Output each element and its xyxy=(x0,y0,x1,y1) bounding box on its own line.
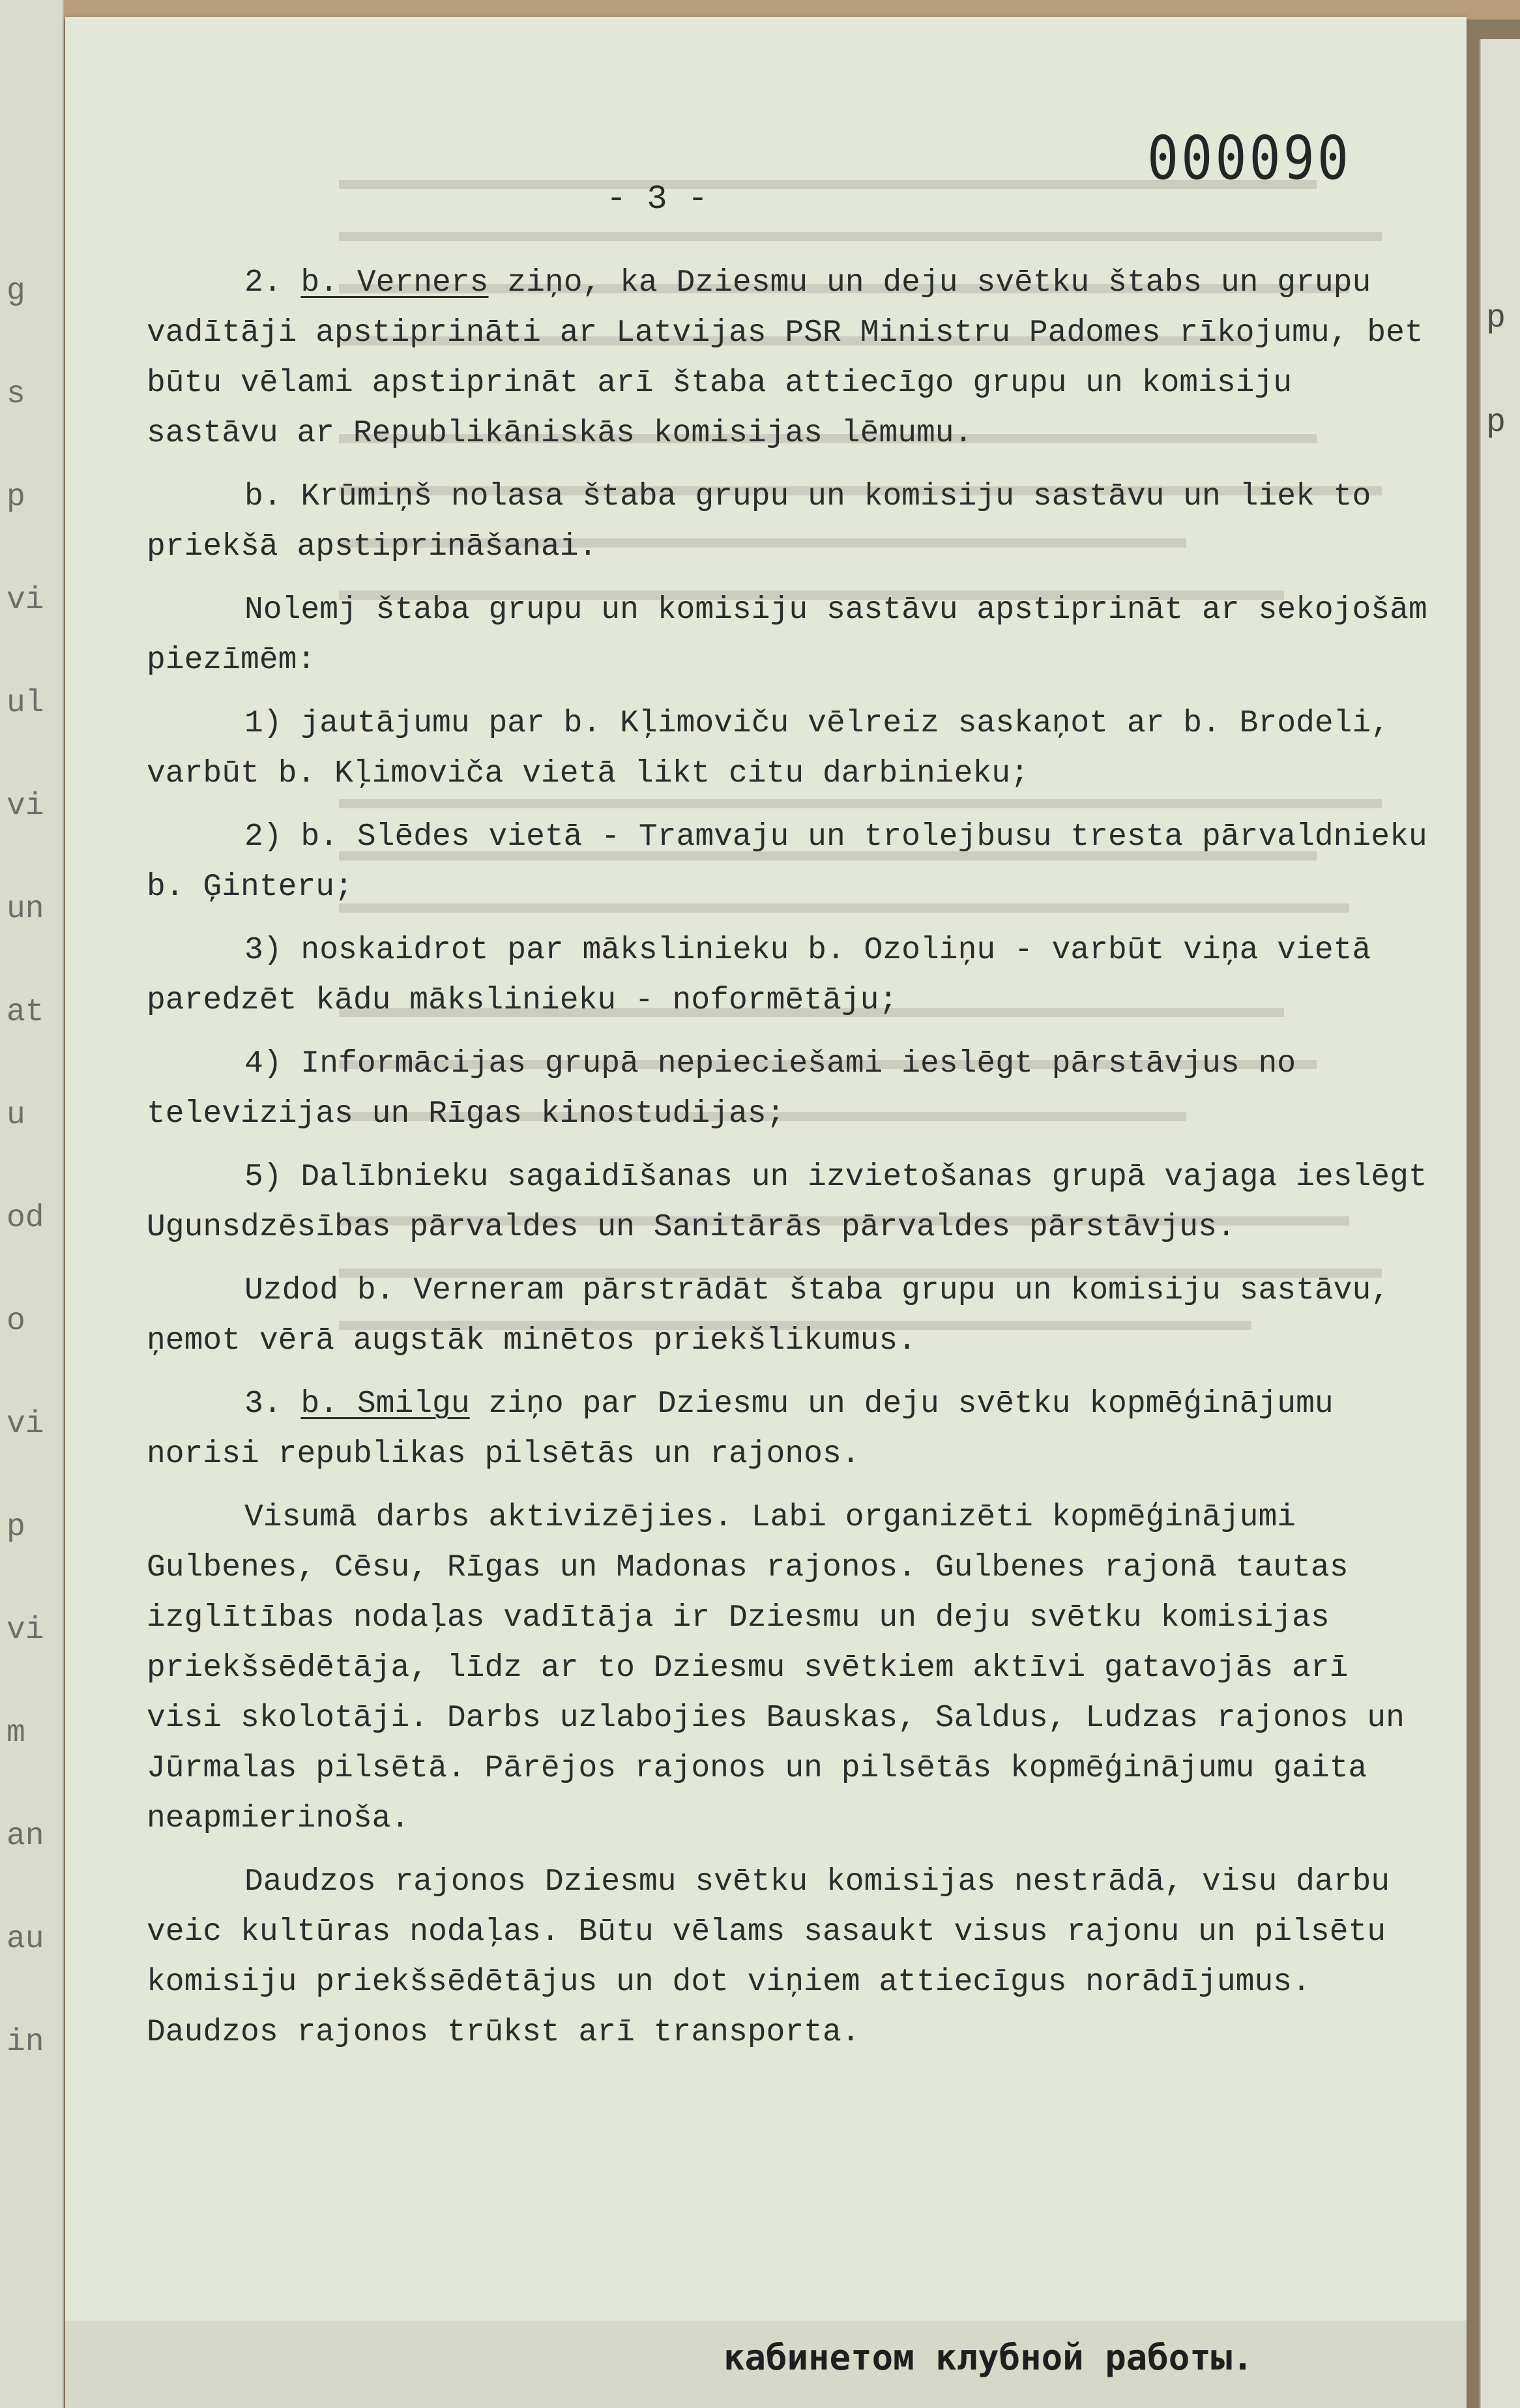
page-number: - 3 - xyxy=(606,180,709,218)
archive-number: 000090 xyxy=(1147,123,1351,193)
edge-text-fragment: vi xyxy=(7,789,44,824)
paragraph-decision: Nolemj štaba grupu un komisiju sastāvu apstiprināt ar sekojošām piezīmēm: xyxy=(147,593,1427,678)
edge-text-fragment: s xyxy=(7,377,25,412)
list-item: 3) noskaidrot par mākslinieku b. Ozoliņu - varbūt viņa vietā paredzēt kādu mākslinieku - noformētāju; xyxy=(147,933,1371,1018)
underlying-page-text: кабинетом клубной работы. xyxy=(723,2337,1253,2378)
edge-text-fragment: at xyxy=(7,995,44,1030)
paragraph-task: Uzdod b. Verneram pārstrādāt štaba grupu un komisiju sastāvu, ņemot vērā augstāk minētos priekšlikumus. xyxy=(147,1273,1390,1358)
document-body xyxy=(147,258,1431,2071)
edge-text-fragment: an xyxy=(7,1819,44,1854)
edge-text-fragment: ul xyxy=(7,686,44,721)
item-number: 3. xyxy=(244,1387,301,1422)
edge-text-fragment: p xyxy=(1486,300,1506,337)
speaker-name: b. Verners xyxy=(300,265,489,301)
edge-text-fragment: au xyxy=(7,1922,44,1957)
paragraph-commissions: Daudzos rajonos Dziesmu svētku komisijas nestrādā, visu darbu veic kultūras nodaļas. Būtu vēlams sasaukt visus rajonu un pilsētu komisiju priekšsēdētājus un dot viņiem attiecīgus norādījumus. Daudzos rajonos trūkst arī transporta. xyxy=(147,1864,1390,2050)
document-page xyxy=(65,17,1467,2408)
edge-text-fragment: p xyxy=(1486,404,1506,441)
edge-text-fragment: p xyxy=(7,480,25,515)
previous-page-edge xyxy=(0,0,64,2408)
paragraph-smilga xyxy=(147,1379,1431,1480)
list-item: 4) Informācijas grupā nepieciešami ieslēgt pārstāvjus no televizijas un Rīgas kinostudijas; xyxy=(147,1046,1296,1132)
edge-text-fragment: un xyxy=(7,892,44,927)
paragraph-progress: Visumā darbs aktivizējies. Labi organizēti kopmēģinājumi Gulbenes, Cēsu, Rīgas un Madonas rajonos. Gulbenes rajonā tautas izglītības nodaļas vadītāja ir Dziesmu un deju svētku komisijas priekšsēdētāja, līdz ar to Dziesmu svētkiem aktīvi gatavojās arī visi skolotāji. Darbs uzlabojies Bauskas, Saldus, Ludzas rajonos un Jūrmalas pilsētā. Pārējos rajonos un pilsētās kopmēģinājumu gaita neapmierinoša. xyxy=(147,1500,1405,1836)
edge-text-fragment: vi xyxy=(7,583,44,618)
edge-text-fragment: in xyxy=(7,2025,44,2060)
edge-text-fragment: m xyxy=(7,1716,25,1751)
edge-text-fragment: g xyxy=(7,274,25,309)
edge-text-fragment: p xyxy=(7,1510,25,1545)
list-item: 5) Dalībnieku sagaidīšanas un izvietošanas grupā vajaga ieslēgt Ugunsdzēsības pārvaldes un Sanitārās pārvaldes pārstāvjus. xyxy=(147,1160,1427,1245)
paragraph-krumins: b. Krūmiņš nolasa štaba grupu un komisiju sastāvu un liek to priekšā apstiprināšanai. xyxy=(147,479,1371,565)
next-page-edge xyxy=(1480,39,1520,2408)
paragraph-text: ziņo, ka Dziesmu un deju svētku štabs un grupu vadītāji apstiprināti ar Latvijas PSR Ministru Padomes rīkojumu, bet būtu vēlami apstiprināt arī štaba attiecīgo grupu un komisiju sastāvu ar Republikāniskās komisijas lēmumu. xyxy=(147,265,1424,451)
edge-text-fragment: od xyxy=(7,1201,44,1236)
list-item: 2) b. Slēdes vietā - Tramvaju un trolejbusu tresta pārvaldnieku b. Ģinteru; xyxy=(147,819,1427,905)
list-item: 1) jautājumu par b. Kļimoviču vēlreiz saskaņot ar b. Brodeli, varbūt b. Kļimoviča vietā likt citu darbinieku; xyxy=(147,706,1390,791)
edge-text-fragment: o xyxy=(7,1304,25,1339)
edge-text-fragment: vi xyxy=(7,1613,44,1648)
paragraph-verners xyxy=(147,258,1431,459)
edge-text-fragment: u xyxy=(7,1098,25,1133)
edge-text-fragment: vi xyxy=(7,1407,44,1442)
item-number: 2. xyxy=(244,265,301,301)
speaker-name: b. Smilgu xyxy=(300,1387,470,1422)
paragraph-text: ziņo par Dziesmu un deju svētku kopmēģinājumu norisi republikas pilsētās un rajonos. xyxy=(147,1387,1334,1472)
